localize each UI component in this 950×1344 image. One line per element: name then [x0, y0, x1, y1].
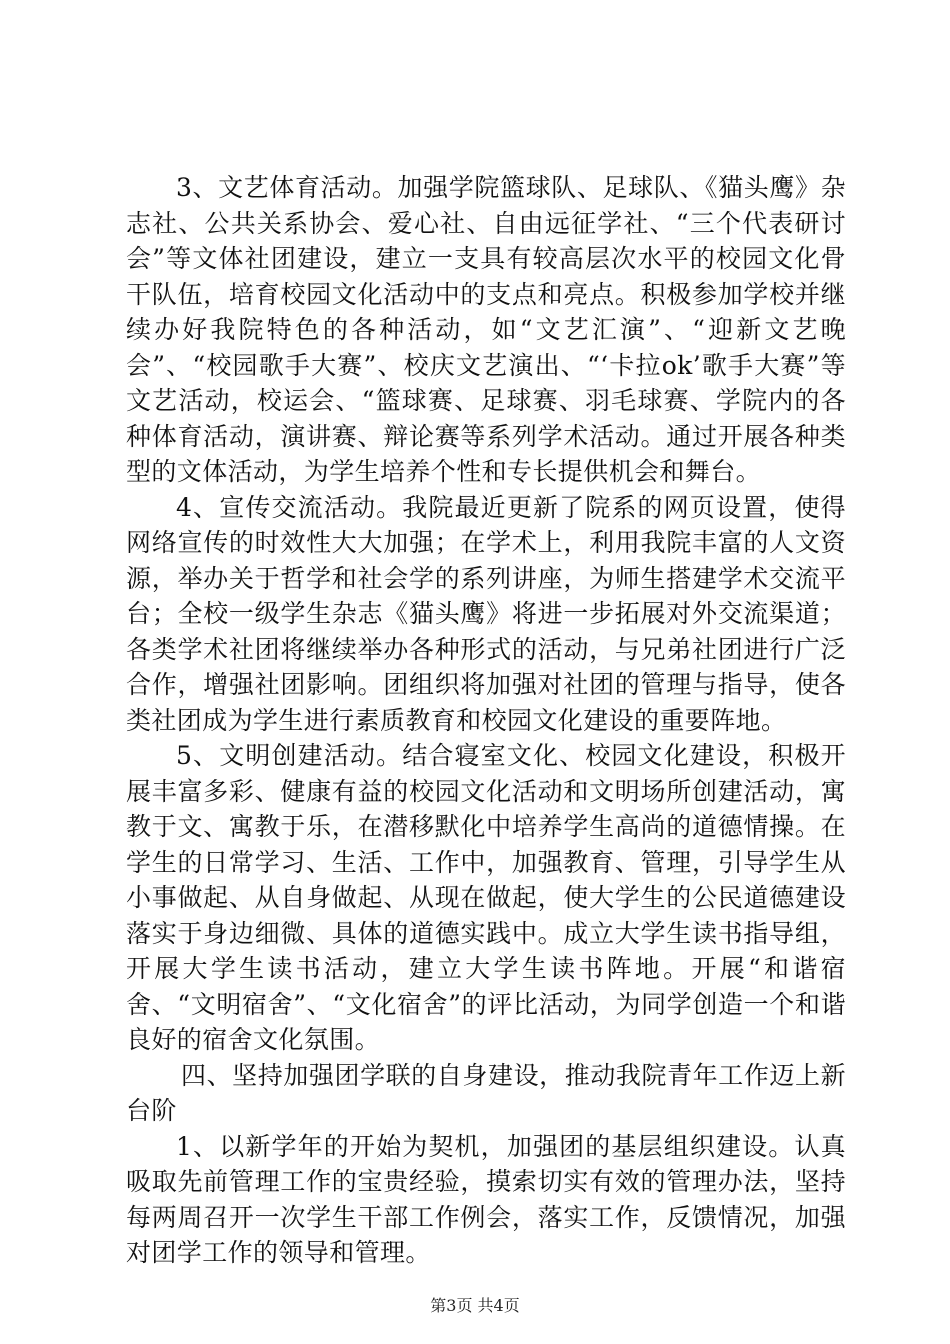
- section-heading-four: 四、坚持加强团学联的自身建设，推动我院青年工作迈上新台阶: [126, 1060, 846, 1125]
- paragraph-grassroots-organization: 1、以新学年的开始为契机，加强团的基层组织建设。认真吸取先前管理工作的宝贵经验，摸索切实有效的管理办法，坚持每两周召开一次学生干部工作例会，落实工作，反馈情况，加强对团学工作的领导和管理。: [126, 1131, 846, 1267]
- paragraph-arts-sports-activities: 3、文艺体育活动。加强学院篮球队、足球队、《猫头鹰》杂志社、公共关系协会、爱心社、自由远征学社、“三个代表研讨会”等文体社团建设，建立一支具有较高层次水平的校园文化骨干队伍，培育校园文化活动中的支点和亮点。积极参加学校并继续办好我院特色的各种活动，如“文艺汇演”、“迎新文艺晚会”、“校园歌手大赛”、校庆文艺演出、“‘卡拉ok’歌手大赛”等文艺活动，校运会、“篮球赛、足球赛、羽毛球赛、学院内的各种体育活动，演讲赛、辩论赛等系列学术活动。通过开展各种类型的文体活动，为学生培养个性和专长提供机会和舞台。: [126, 173, 846, 486]
- document-body: [126, 170, 846, 1271]
- paragraph-civilization-building-activities: 5、文明创建活动。结合寝室文化、校园文化建设，积极开展丰富多彩、健康有益的校园文化活动和文明场所创建活动，寓教于文、寓教于乐，在潜移默化中培养学生高尚的道德情操。在学生的日常学习、生活、工作中，加强教育、管理，引导学生从小事做起、从自身做起、从现在做起，使大学生的公民道德建设落实于身边细微、具体的道德实践中。成立大学生读书指导组，开展大学生读书活动，建立大学生读书阵地。开展“和谐宿舍、“文明宿舍”、“文化宿舍”的评比活动，为同学创造一个和谐良好的宿舍文化氛围。: [126, 741, 846, 1054]
- paragraph-publicity-exchange-activities: 4、宣传交流活动。我院最近更新了院系的网页设置，使得网络宣传的时效性大大加强；在学术上，利用我院丰富的人文资源，举办关于哲学和社会学的系列讲座，为师生搭建学术交流平台；全校一级学生杂志《猫头鹰》将进一步拓展对外交流渠道；各类学术社团将继续举办各种形式的活动，与兄弟社团进行广泛合作，增强社团影响。团组织将加强对社团的管理与指导，使各类社团成为学生进行素质教育和校园文化建设的重要阵地。: [126, 492, 846, 735]
- page-footer: 第3页 共4页: [430, 1296, 520, 1315]
